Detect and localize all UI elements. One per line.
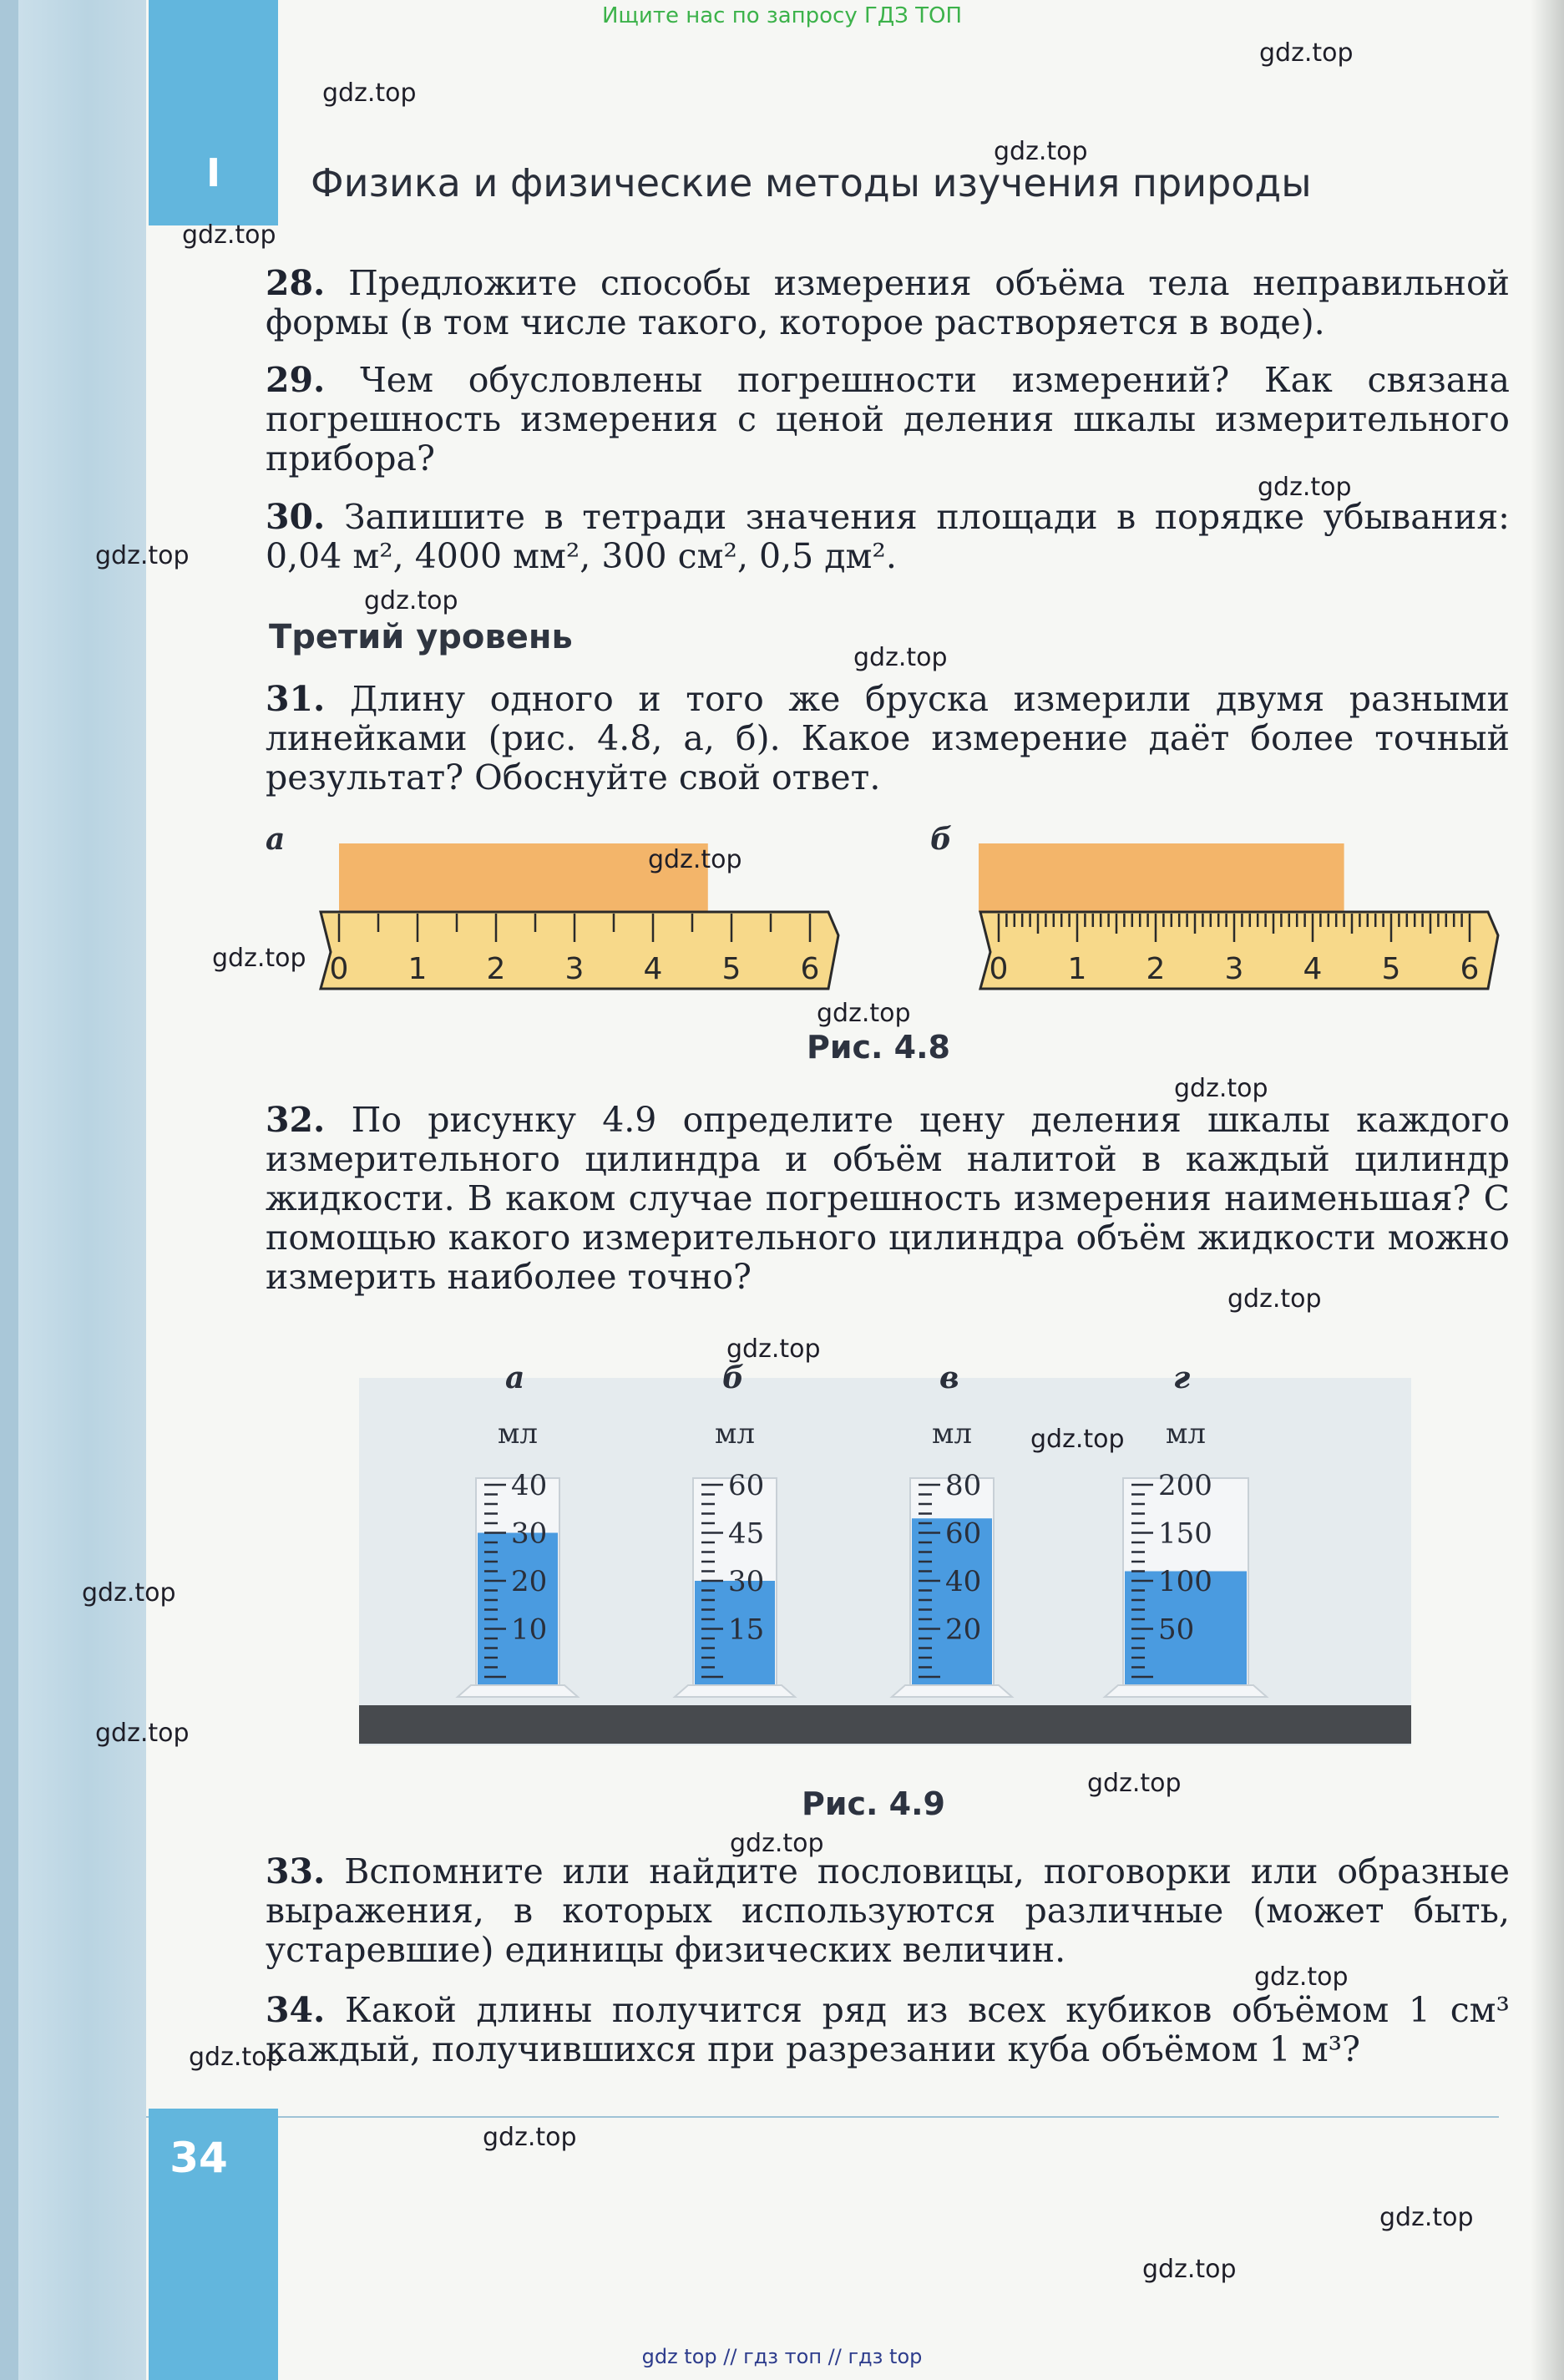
- bottom-rule: [146, 2116, 1499, 2118]
- unit-label: мл: [497, 1417, 539, 1451]
- watermark[interactable]: gdz.top: [1379, 2203, 1474, 2232]
- ruler-number: 0: [329, 952, 349, 986]
- cylinder-label: б: [722, 1361, 744, 1395]
- ruler-number: 0: [989, 952, 1009, 986]
- chapter-tab: [149, 0, 278, 225]
- watermark[interactable]: gdz.top: [648, 845, 742, 874]
- watermark[interactable]: gdz.top: [189, 2043, 283, 2072]
- scale-value: 200: [1158, 1469, 1212, 1502]
- scale-value: 150: [1158, 1517, 1212, 1551]
- question-number: 34.: [266, 1990, 326, 2030]
- scale-value: 40: [511, 1469, 548, 1502]
- fig48-label-b: б: [930, 822, 952, 857]
- cylinder-label: в: [939, 1361, 959, 1395]
- top-search-link[interactable]: Ищите нас по запросу ГДЗ ТОП: [601, 3, 963, 28]
- ruler-number: 4: [1303, 952, 1323, 986]
- watermark[interactable]: gdz.top: [730, 1829, 824, 1858]
- watermark[interactable]: gdz.top: [994, 137, 1088, 166]
- ruler-number: 3: [564, 952, 585, 986]
- watermark[interactable]: gdz.top: [726, 1334, 821, 1364]
- question-33: [266, 1852, 1510, 1970]
- question-text: Предложите способы измерения объёма тела неправильной формы (в том числе такого, которое растворяется в воде).: [266, 263, 1510, 342]
- ruler-number: 5: [721, 952, 742, 986]
- question-text: Запишите в тетради значения площади в порядке убывания: 0,04 м², 4000 мм², 300 см², 0,5 дм².: [266, 497, 1510, 576]
- scale-value: 10: [511, 1613, 548, 1647]
- scale-value: 40: [945, 1565, 982, 1598]
- question-28: [266, 264, 1510, 342]
- scale-value: 80: [945, 1469, 982, 1502]
- watermark[interactable]: gdz.top: [95, 1719, 190, 1748]
- question-text: Длину одного и того же бруска измерили двумя разными линейками (рис. 4.8, а, б). Какое измерение даёт более точный результат? Обоснуйте свой ответ.: [266, 679, 1510, 798]
- question-29: [266, 361, 1510, 479]
- ruler-number: 2: [1146, 952, 1166, 986]
- left-margin-band: [0, 0, 146, 2380]
- scale-value: 45: [728, 1517, 765, 1551]
- question-31: [266, 680, 1510, 798]
- cylinder-label: г: [1173, 1361, 1191, 1395]
- unit-label: мл: [714, 1417, 756, 1451]
- watermark[interactable]: gdz.top: [1030, 1425, 1125, 1454]
- question-32: [266, 1101, 1510, 1297]
- scale-value: 50: [1158, 1613, 1195, 1647]
- cylinder-label: а: [505, 1361, 525, 1395]
- question-number: 28.: [266, 263, 326, 303]
- question-30: [266, 498, 1510, 576]
- ruler-number: 4: [643, 952, 663, 986]
- ruler-number: 6: [1460, 952, 1480, 986]
- ruler-a-figure: [319, 843, 845, 994]
- watermark[interactable]: gdz.top: [817, 999, 911, 1028]
- question-text: Чем обусловлены погрешности измерений? Как связана погрешность измерения с ценой деления шкалы измерительного прибора?: [266, 360, 1510, 479]
- scale-value: 60: [945, 1517, 982, 1551]
- ruler-number: 1: [1067, 952, 1087, 986]
- ruler-number: 5: [1381, 952, 1401, 986]
- watermark[interactable]: gdz.top: [95, 541, 190, 570]
- ruler-number: 6: [800, 952, 820, 986]
- page-edge: [0, 0, 18, 2380]
- unit-label: мл: [1165, 1417, 1207, 1451]
- question-number: 29.: [266, 360, 326, 400]
- cylinder-base: [1105, 1685, 1267, 1697]
- chapter-title: Физика и физические методы изучения природы: [311, 160, 1312, 205]
- question-number: 31.: [266, 679, 326, 719]
- question-number: 33.: [266, 1851, 326, 1891]
- watermark[interactable]: gdz.top: [1142, 2255, 1237, 2284]
- scale-value: 100: [1158, 1565, 1212, 1598]
- table-surface: [359, 1705, 1411, 1744]
- page-gutter-shadow: [1531, 0, 1564, 2380]
- chapter-number: I: [205, 150, 221, 195]
- watermark[interactable]: gdz.top: [364, 586, 458, 615]
- watermark[interactable]: gdz.top: [1174, 1074, 1268, 1103]
- watermark[interactable]: gdz.top: [182, 220, 276, 250]
- cylinders-figure: [359, 1361, 1411, 1754]
- fig48-label-a: а: [266, 822, 286, 857]
- cylinder-base: [892, 1685, 1012, 1697]
- ruler-number: 3: [1224, 952, 1244, 986]
- ruler-number: 2: [486, 952, 506, 986]
- question-text: Вспомните или найдите пословицы, поговорки или образные выражения, в которых используются различные (может быть, устаревшие) единицы физических величин.: [266, 1851, 1510, 1970]
- watermark[interactable]: gdz.top: [1259, 38, 1354, 68]
- ruler-number: 1: [407, 952, 428, 986]
- watermark[interactable]: gdz.top: [322, 78, 417, 108]
- fig49-caption: Рис. 4.9: [802, 1785, 945, 1822]
- question-number: 30.: [266, 497, 326, 537]
- level-heading: Третий уровень: [269, 618, 573, 656]
- watermark[interactable]: gdz.top: [1258, 473, 1352, 502]
- question-number: 32.: [266, 1100, 326, 1140]
- fig48-caption: Рис. 4.8: [807, 1029, 950, 1066]
- question-34: [266, 1991, 1510, 2069]
- page-number-box: [149, 2109, 278, 2380]
- watermark[interactable]: gdz.top: [1087, 1769, 1182, 1798]
- page-number: 34: [170, 2134, 228, 2182]
- watermark[interactable]: gdz.top: [1254, 1962, 1349, 1992]
- wooden-block: [979, 843, 1344, 912]
- watermark[interactable]: gdz.top: [82, 1578, 176, 1608]
- scale-value: 30: [728, 1565, 765, 1598]
- scale-value: 15: [728, 1613, 765, 1647]
- scale-value: 30: [511, 1517, 548, 1551]
- ruler-b-figure: [979, 843, 1505, 994]
- scale-value: 20: [511, 1565, 548, 1598]
- question-text: Какой длины получится ряд из всех кубиков объёмом 1 см³ каждый, получившихся при разрезании куба объёмом 1 м³?: [266, 1990, 1510, 2069]
- unit-label: мл: [931, 1417, 973, 1451]
- cylinder-base: [458, 1685, 578, 1697]
- question-text: По рисунку 4.9 определите цену деления шкалы каждого измерительного цилиндра и объём налитой в каждый цилиндр жидкости. В каком случае погрешность измерения наименьшая? С помощью какого измерительного цилиндра объём жидкости можно измерить наиболее точно?: [266, 1100, 1510, 1297]
- watermark[interactable]: gdz.top: [1227, 1284, 1322, 1314]
- scale-value: 60: [728, 1469, 765, 1502]
- scale-value: 20: [945, 1613, 982, 1647]
- watermark[interactable]: gdz.top: [212, 944, 306, 973]
- footer-links[interactable]: gdz top // гдз топ // гдз top: [641, 2345, 923, 2368]
- watermark[interactable]: gdz.top: [483, 2123, 577, 2152]
- cylinder-base: [675, 1685, 795, 1697]
- watermark[interactable]: gdz.top: [853, 643, 948, 672]
